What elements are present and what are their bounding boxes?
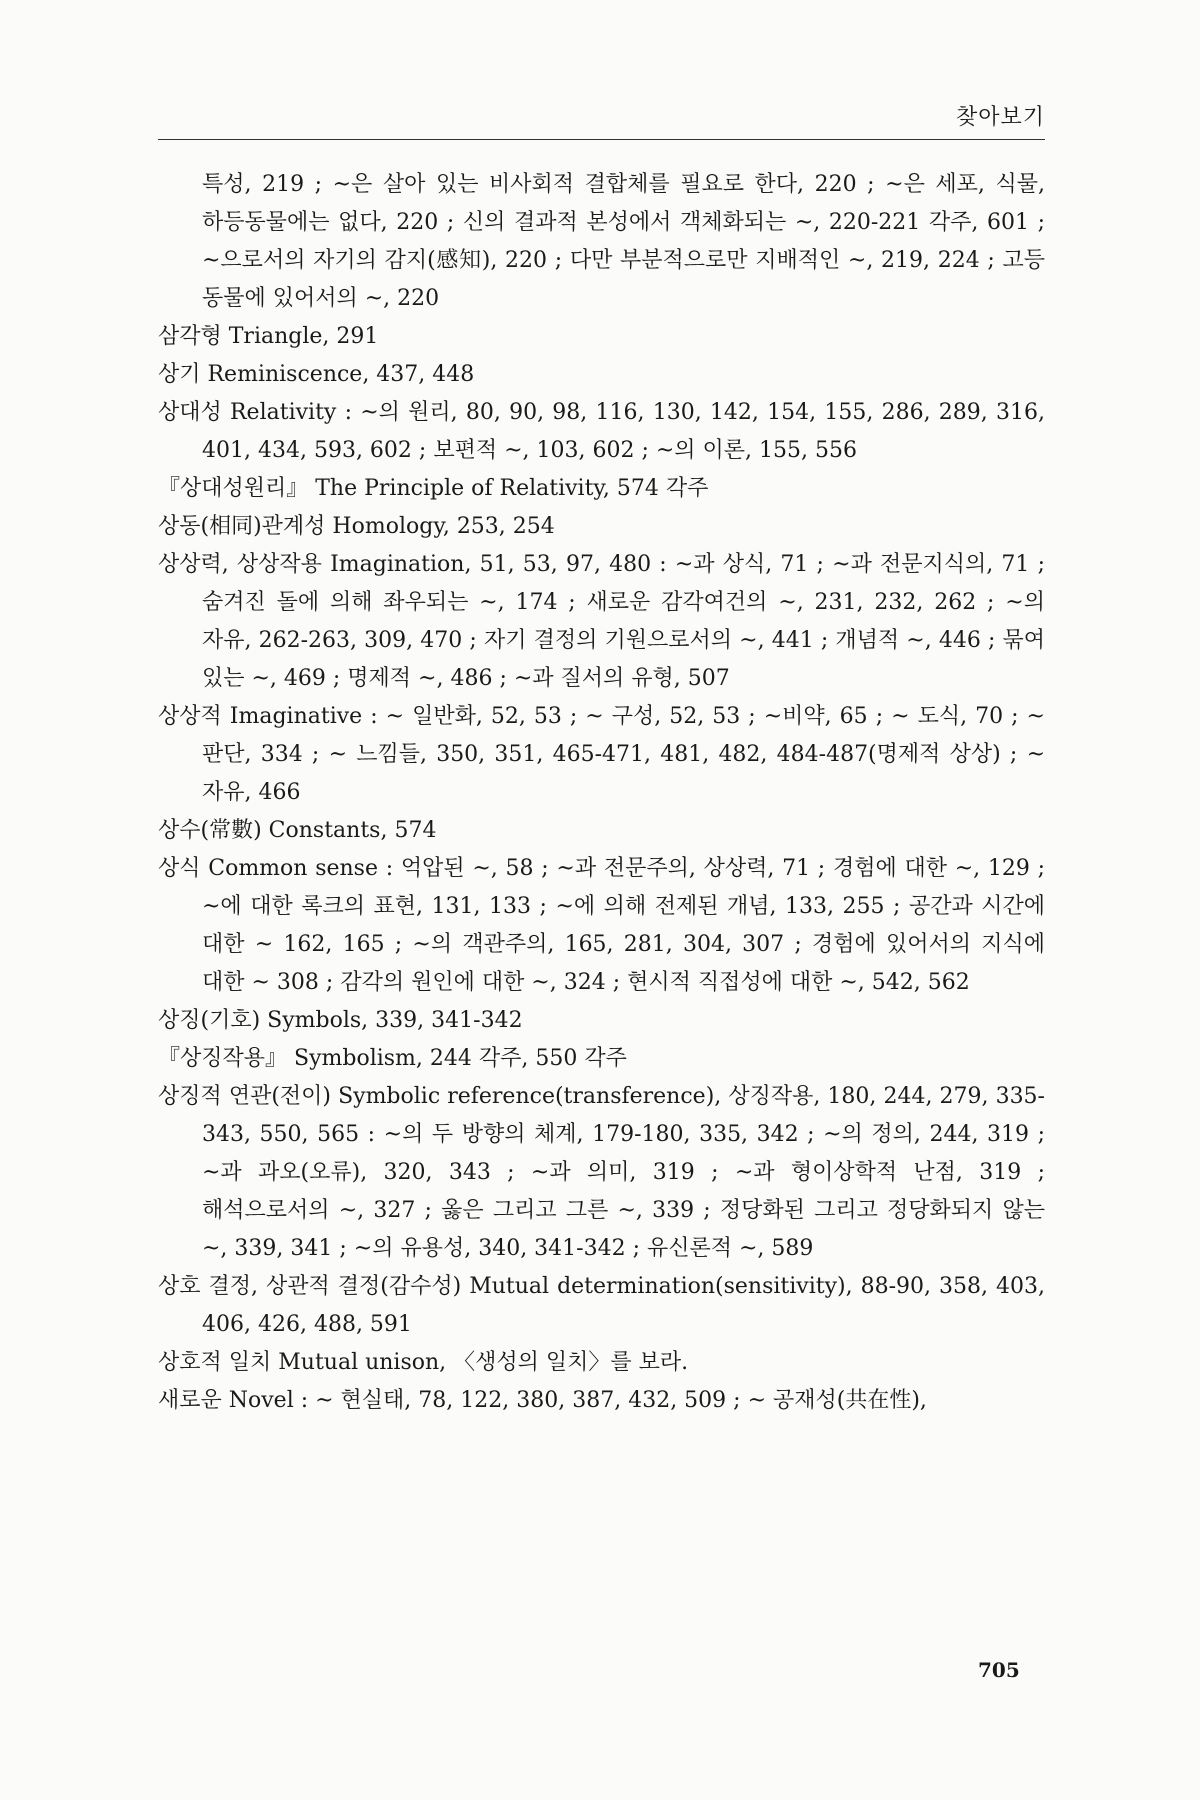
index-entry: 상동(相同)관계성 Homology, 253, 254: [158, 514, 555, 539]
index-entry: 특성, 219 ; ~은 살아 있는 비사회적 결합체를 필요로 한다, 220 ; ~은 세포, 식물, 하등동물에는 없다, 220 ; 신의 결과적 본성에서 객체화되는 ~, 220-221 각주, 601 ; ~으로서의 자기의 감지(感知), 220 ; 다만 부분적으로만 지배적인 ~, 219, 224 ; 고등 동물에 있어서의 ~, 220: [202, 172, 1045, 311]
index-entry: 『상대성원리』 The Principle of Relativity, 574 각주: [158, 476, 709, 501]
index-entry: 상호 결정, 상관적 결정(감수성) Mutual determination(sensitivity), 88-90, 358, 403, 406, 426, 488, 591: [158, 1274, 1045, 1337]
index-entry: 상상력, 상상작용 Imagination, 51, 53, 97, 480 : ~과 상식, 71 ; ~과 전문지식의, 71 ; 숨겨진 돌에 의해 좌우되는 ~, 174 ; 새로운 감각여건의 ~, 231, 232, 262 ; ~의 자유, 262-263, 309, 470 ; 자기 결정의 기원으로서의 ~, 441 ; 개념적 ~, 446 ; 묶여 있는 ~, 469 ; 명제적 ~, 486 ; ~과 질서의 유형, 507: [158, 552, 1045, 691]
running-header: 찾아보기: [158, 100, 1045, 140]
index-entry: 상호적 일치 Mutual unison, 〈생성의 일치〉를 보라.: [158, 1350, 689, 1375]
index-entry: 상수(常數) Constants, 574: [158, 818, 437, 843]
index-entry: 상징(기호) Symbols, 339, 341-342: [158, 1008, 523, 1033]
index-entry: 삼각형 Triangle, 291: [158, 324, 379, 349]
index-entry: 상징적 연관(전이) Symbolic reference(transference), 상징작용, 180, 244, 279, 335-343, 550, 565 : ~의 두 방향의 체계, 179-180, 335, 342 ; ~의 정의, 244, 319 ; ~과 과오(오류), 320, 343 ; ~과 의미, 319 ; ~과 형이상학적 난점, 319 ; 해석으로서의 ~, 327 ; 옳은 그리고 그른 ~, 339 ; 정당화된 그리고 정당화되지 않는 ~, 339, 341 ; ~의 유용성, 340, 341-342 ; 유신론적 ~, 589: [158, 1084, 1045, 1261]
index-entry: 『상징작용』 Symbolism, 244 각주, 550 각주: [158, 1046, 627, 1071]
index-entry: 새로운 Novel : ~ 현실태, 78, 122, 380, 387, 432, 509 ; ~ 공재성(共在性),: [158, 1388, 927, 1413]
index-entry: 상기 Reminiscence, 437, 448: [158, 362, 475, 387]
index-entry: 상상적 Imaginative : ~ 일반화, 52, 53 ; ~ 구성, 52, 53 ; ~비약, 65 ; ~ 도식, 70 ; ~ 판단, 334 ; ~ 느낌들, 350, 351, 465-471, 481, 482, 484-487(명제적 상상) ; ~ 자유, 466: [158, 704, 1045, 805]
index-list: [158, 166, 1045, 1420]
index-entry: 상식 Common sense : 억압된 ~, 58 ; ~과 전문주의, 상상력, 71 ; 경험에 대한 ~, 129 ; ~에 대한 록크의 표현, 131, 133 ; ~에 의해 전제된 개념, 133, 255 ; 공간과 시간에 대한 ~ 162, 165 ; ~의 객관주의, 165, 281, 304, 307 ; 경험에 있어서의 지식에 대한 ~ 308 ; 감각의 원인에 대한 ~, 324 ; 현시적 직접성에 대한 ~, 542, 562: [158, 856, 1045, 995]
index-entry: 상대성 Relativity : ~의 원리, 80, 90, 98, 116, 130, 142, 154, 155, 286, 289, 316, 401, 434, 593, 602 ; 보편적 ~, 103, 602 ; ~의 이론, 155, 556: [158, 400, 1045, 463]
page-number: 705: [978, 1658, 1020, 1682]
